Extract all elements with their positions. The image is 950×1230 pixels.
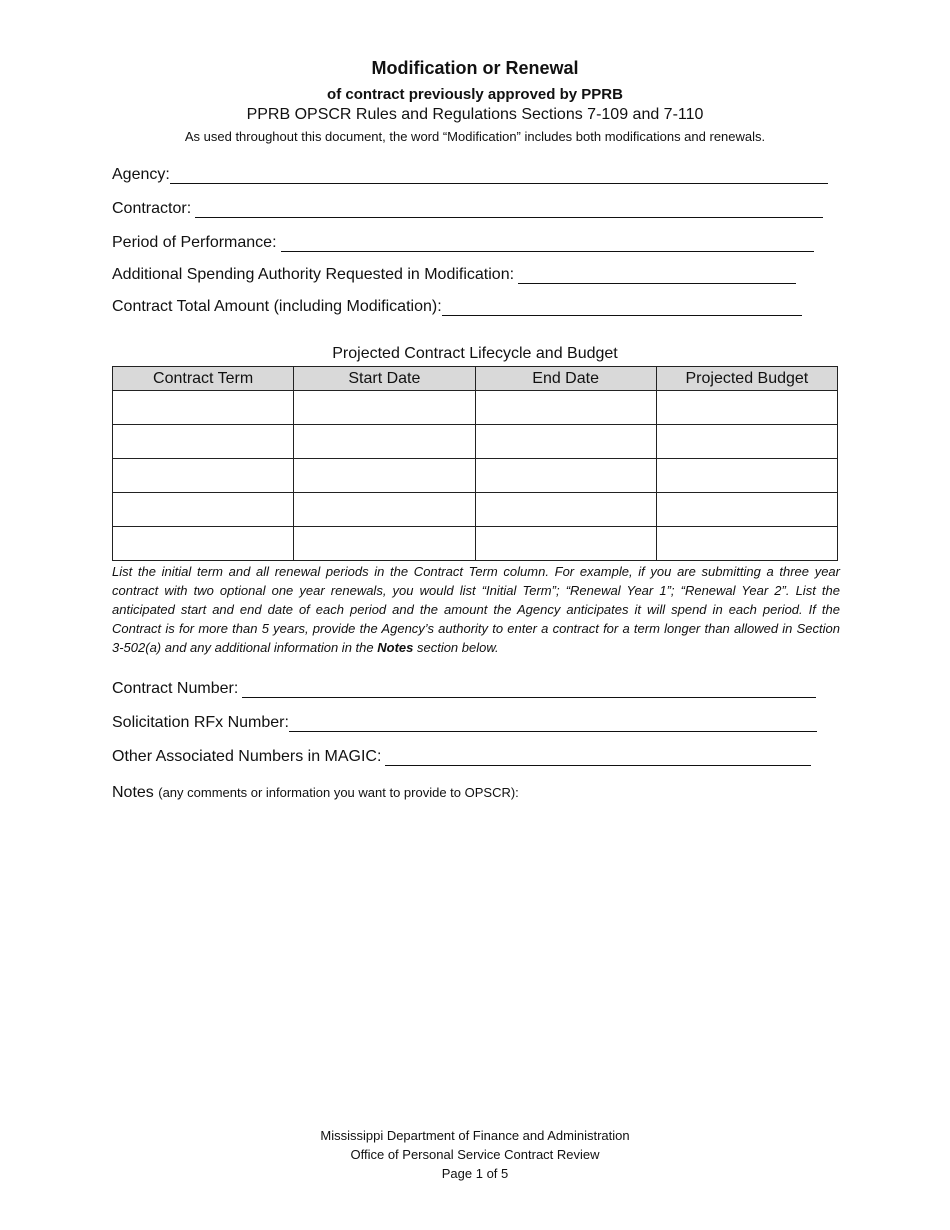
other-numbers-blank-line[interactable]: [385, 749, 811, 766]
projected-budget-cell[interactable]: [656, 425, 837, 459]
spending-authority-field[interactable]: [112, 266, 796, 284]
table-row: [113, 459, 838, 493]
modification-definition-note: As used throughout this document, the word “Modification” includes both modifications and renewals.: [184, 129, 766, 144]
lifecycle-budget-table: [112, 366, 838, 561]
contract-term-cell[interactable]: [113, 391, 294, 425]
form-subtitle: of contract previously approved by PPRB: [327, 86, 623, 103]
projected-budget-cell[interactable]: [656, 527, 837, 561]
projected-budget-cell[interactable]: [656, 459, 837, 493]
agency-label: Agency:: [112, 166, 170, 183]
contract-number-field[interactable]: [112, 680, 816, 698]
rfx-number-blank-line[interactable]: [289, 715, 817, 732]
start-date-cell[interactable]: [294, 493, 475, 527]
end-date-cell[interactable]: [475, 391, 656, 425]
notes-section[interactable]: [112, 784, 519, 802]
notes-hint: (any comments or information you want to provide to OPSCR):: [158, 785, 519, 800]
column-header-contract-term: Contract Term: [113, 367, 294, 391]
spending-authority-label: Additional Spending Authority Requested in Modification:: [112, 266, 515, 283]
agency-blank-line[interactable]: [170, 167, 828, 184]
start-date-cell[interactable]: [294, 391, 475, 425]
contract-term-cell[interactable]: [113, 527, 294, 561]
table-row: [113, 425, 838, 459]
column-header-start-date: Start Date: [294, 367, 475, 391]
start-date-cell[interactable]: [294, 527, 475, 561]
other-numbers-field[interactable]: [112, 748, 811, 766]
end-date-cell[interactable]: [475, 459, 656, 493]
table-row: [113, 391, 838, 425]
period-of-performance-label: Period of Performance:: [112, 234, 277, 251]
contract-term-cell[interactable]: [113, 425, 294, 459]
contractor-field[interactable]: [112, 200, 823, 218]
end-date-cell[interactable]: [475, 425, 656, 459]
form-title: Modification or Renewal: [371, 58, 579, 78]
contract-number-label: Contract Number:: [112, 680, 239, 697]
column-header-projected-budget: Projected Budget: [656, 367, 837, 391]
start-date-cell[interactable]: [294, 425, 475, 459]
period-of-performance-blank-line[interactable]: [281, 235, 814, 252]
contract-term-cell[interactable]: [113, 459, 294, 493]
regulation-reference: PPRB OPSCR Rules and Regulations Sections 7-109 and 7-110: [246, 106, 704, 123]
notes-label: Notes: [112, 784, 154, 801]
footer-department: Mississippi Department of Finance and Administration: [320, 1128, 630, 1143]
contract-total-label: Contract Total Amount (including Modification):: [112, 298, 442, 315]
contractor-label: Contractor:: [112, 200, 192, 217]
table-row: [113, 493, 838, 527]
table-row: [113, 527, 838, 561]
footer-page-number: Page 1 of 5: [441, 1166, 509, 1181]
footer-office: Office of Personal Service Contract Review: [350, 1147, 600, 1162]
period-of-performance-field[interactable]: [112, 234, 814, 252]
other-numbers-label: Other Associated Numbers in MAGIC:: [112, 748, 382, 765]
projected-budget-cell[interactable]: [656, 391, 837, 425]
instructions-text-end: section below.: [413, 640, 499, 655]
column-header-end-date: End Date: [475, 367, 656, 391]
projected-budget-cell[interactable]: [656, 493, 837, 527]
agency-field[interactable]: [112, 166, 828, 184]
contract-total-field[interactable]: [112, 298, 802, 316]
contract-number-blank-line[interactable]: [242, 681, 816, 698]
start-date-cell[interactable]: [294, 459, 475, 493]
table-caption: Projected Contract Lifecycle and Budget: [332, 345, 618, 362]
instructions-text: List the initial term and all renewal periods in the Contract Term column. For example, if you are submitting a three year contract with two optional one year renewals, you would list “Initial Term”; “Renewal Year 1”; “Renewal Year 2”. List the anticipated start and end date of each period and the amount the Agency anticipates it will spend in each period. If the Contract is for more than 5 years, provide the Agency’s authority to enter a contract for a term longer than allowed in Section 3-502(a) and any additional information in the: [112, 564, 840, 655]
spending-authority-blank-line[interactable]: [518, 267, 796, 284]
table-header-row: [113, 367, 838, 391]
table-instructions: [112, 562, 840, 657]
end-date-cell[interactable]: [475, 493, 656, 527]
contract-term-cell[interactable]: [113, 493, 294, 527]
contractor-blank-line[interactable]: [195, 201, 823, 218]
instructions-notes-emphasis: Notes: [377, 640, 414, 655]
rfx-number-label: Solicitation RFx Number:: [112, 714, 289, 731]
rfx-number-field[interactable]: [112, 714, 817, 732]
end-date-cell[interactable]: [475, 527, 656, 561]
contract-total-blank-line[interactable]: [442, 299, 802, 316]
